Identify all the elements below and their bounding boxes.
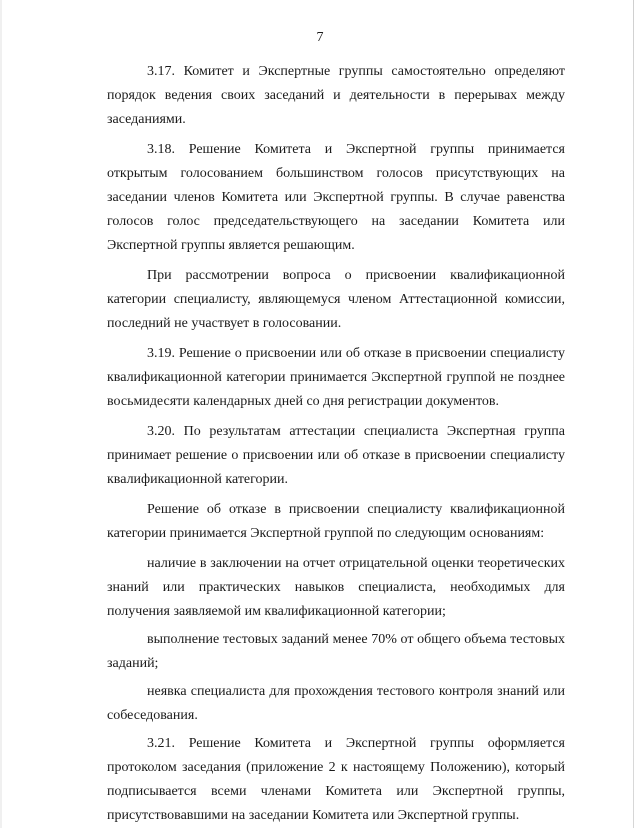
document-body — [107, 60, 565, 834]
paragraph-3-17: 3.17. Комитет и Экспертные группы самостоятельно определяют порядок ведения своих заседаний и деятельности в перерывах между заседаниями. — [107, 64, 565, 127]
paragraph-3-19: 3.19. Решение о присвоении или об отказе в присвоении специалисту квалификационной категории принимается Экспертной группой не позднее восьмидесяти календарных дней со дня регистрации документов. — [107, 346, 565, 409]
paragraph-3-20: 3.20. По результатам аттестации специалиста Экспертная группа принимает решение о присвоении или об отказе в присвоении специалисту квалификационной категории. — [107, 424, 565, 487]
refusal-ground-item: выполнение тестовых заданий менее 70% от общего объема тестовых заданий; — [107, 632, 565, 671]
refusal-ground-item: наличие в заключении на отчет отрицательной оценки теоретических знаний или практических навыков специалиста, необходимых для получения заявляемой им квалификационной категории; — [107, 556, 565, 619]
scan-edge-left — [0, 0, 2, 828]
page-number: 7 — [316, 30, 324, 45]
paragraph-refusal-grounds-intro: Решение об отказе в присвоении специалисту квалификационной категории принимается Экспертной группой по следующим основаниям: — [107, 502, 565, 541]
paragraph-3-18-note: При рассмотрении вопроса о присвоении квалификационной категории специалисту, являющемуся членом Аттестационной комиссии, последний не участвует в голосовании. — [107, 268, 565, 331]
paragraph-3-21: 3.21. Решение Комитета и Экспертной группы оформляется протоколом заседания (приложение 2 к настоящему Положению), который подписывается всеми членами Комитета или Экспертной группы, присутствовавшими на заседании Комитета или Экспертной группы. — [107, 736, 565, 823]
scan-edge-right — [633, 0, 634, 828]
paragraph-3-18: 3.18. Решение Комитета и Экспертной группы принимается открытым голосованием большинством голосов присутствующих на заседании членов Комитета или Экспертной группы. В случае равенства голосов голос председательствующего на заседании Комитета или Экспертной группы является решающим. — [107, 142, 565, 253]
refusal-ground-item: неявка специалиста для прохождения тестового контроля знаний или собеседования. — [107, 684, 565, 723]
